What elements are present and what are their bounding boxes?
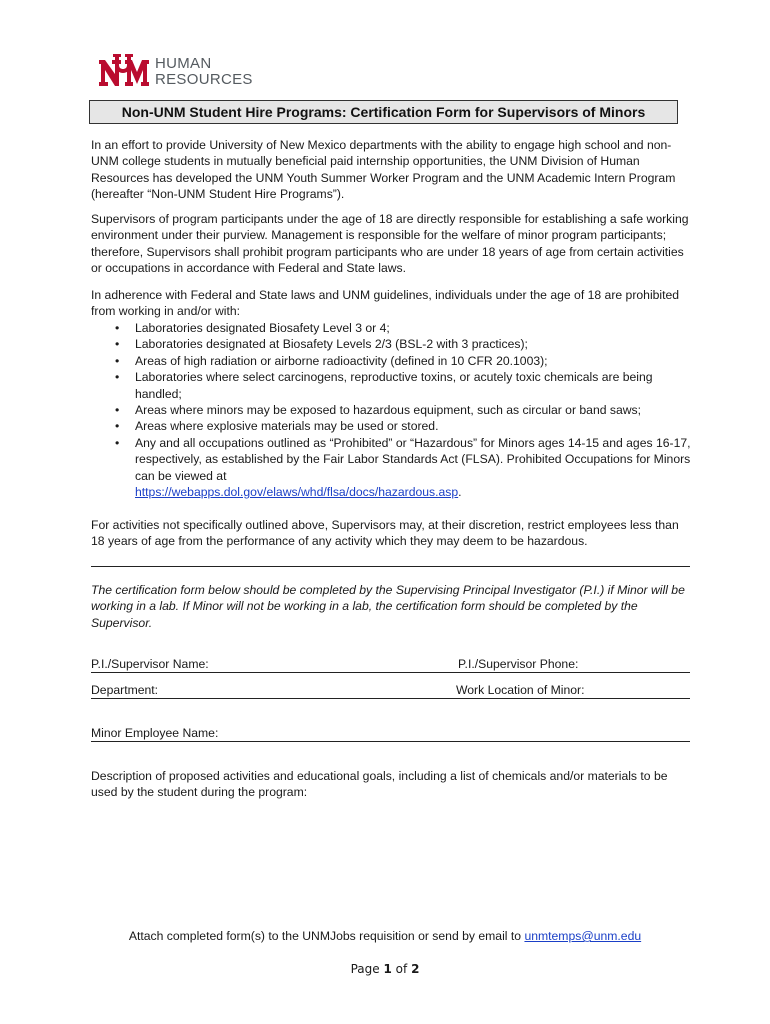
list-item — [91, 353, 691, 369]
discretion-paragraph: For activities not specifically outlined above, Supervisors may, at their discretion, restrict employees less than 18 years of age from the performance of any activity which they may deem to be hazardous. — [91, 518, 679, 549]
list-item — [91, 336, 691, 352]
list-item-text: Areas of high radiation or airborne radioactivity (defined in 10 CFR 20.1003); — [135, 353, 548, 368]
list-item — [91, 435, 691, 501]
bullet-icon: • — [115, 435, 120, 450]
attach-instructions — [0, 929, 770, 943]
page-number — [0, 962, 770, 976]
list-item-text: Laboratories designated Biosafety Level 3 or 4; — [135, 321, 390, 335]
list-item-text: Any and all occupations outlined as “Prohibited” or “Hazardous” for Minors ages 14-15 and ages 16-17, respectively, as established by the Fair Labor Standards Act (FLSA). Prohibited Occupations for Minors can be viewed at — [135, 435, 691, 483]
list-item-text: Areas where minors may be exposed to hazardous equipment, such as circular or band saws; — [135, 403, 642, 418]
bullet-icon: • — [115, 353, 120, 368]
bullet-icon: • — [115, 337, 120, 352]
bullet-icon: • — [115, 321, 120, 335]
bullet-icon: • — [115, 370, 120, 385]
list-item-text: Areas where explosive materials may be used or stored. — [135, 419, 439, 434]
email-link[interactable]: unmtemps@unm.edu — [524, 929, 642, 943]
logo-text — [155, 56, 253, 88]
supervisor-name-label: P.I./Supervisor Name: — [91, 657, 209, 671]
description-label: Description of proposed activities and educational goals, including a list of chemicals and/or materials to be used by the student during the program: — [91, 769, 668, 800]
unm-hr-logo — [97, 54, 267, 90]
page-total: 2 — [411, 962, 420, 976]
page-current: 1 — [383, 962, 392, 976]
list-item-text: Laboratories designated at Biosafety Levels 2/3 (BSL-2 with 3 practices); — [135, 337, 528, 352]
page-of: of — [395, 962, 408, 976]
flsa-hazardous-link[interactable]: https://webapps.dol.gov/elaws/whd/flsa/docs/hazardous.asp — [135, 485, 459, 500]
list-item — [91, 320, 691, 336]
department-field[interactable] — [91, 698, 690, 699]
adherence-paragraph: In adherence with Federal and State laws and UNM guidelines, individuals under the age of 18 are prohibited from working in and/or with: — [91, 288, 680, 319]
section-divider — [91, 566, 690, 567]
description-field[interactable] — [91, 805, 690, 915]
bullet-icon: • — [115, 419, 120, 434]
unm-logo-icon — [97, 54, 151, 88]
intro-paragraph: In an effort to provide University of New Mexico departments with the ability to engage high school and non-UNM college students in mutually beneficial paid internship opportunities, the UNM Division of Human Resources has developed the UNM Youth Summer Worker Program and the UNM Academic Intern Program (hereafter “Non-UNM Student Hire Programs”). — [91, 138, 676, 202]
attach-text: Attach completed form(s) to the UNMJobs requisition or send by email to — [128, 929, 522, 943]
work-location-label: Work Location of Minor: — [456, 683, 585, 697]
logo-line-human: HUMAN — [155, 55, 212, 72]
list-item — [91, 369, 691, 402]
list-item-text: Laboratories where select carcinogens, reproductive toxins, or acutely toxic chemicals are being handled; — [135, 370, 653, 401]
prohibited-list — [91, 320, 691, 500]
page-title: Non-UNM Student Hire Programs: Certification Form for Supervisors of Minors — [89, 100, 678, 124]
minor-name-field[interactable] — [91, 741, 690, 742]
supervisor-phone-label: P.I./Supervisor Phone: — [458, 657, 579, 671]
department-label: Department: — [91, 683, 159, 697]
certification-note: The certification form below should be completed by the Supervising Principal Investigator (P.I.) if Minor will be working in a lab. If Minor will not be working in a lab, the certification form should be completed by the Supervisor. — [91, 583, 685, 630]
bullet-icon: • — [115, 403, 120, 418]
logo-line-resources: RESOURCES — [155, 71, 253, 88]
list-item — [91, 418, 691, 434]
link-suffix: . — [458, 485, 462, 500]
list-item — [91, 402, 691, 418]
supervisor-name-field[interactable] — [91, 672, 690, 673]
page-word: Page — [350, 962, 380, 976]
responsibility-paragraph: Supervisors of program participants under the age of 18 are directly responsible for establishing a safe working environment under their purview. Management is responsible for the welfare of minor program participants; therefore, Supervisors shall prohibit program participants who are under 18 years of age from certain activities or occupations in accordance with Federal and State laws. — [91, 212, 689, 276]
minor-name-label: Minor Employee Name: — [91, 726, 219, 740]
